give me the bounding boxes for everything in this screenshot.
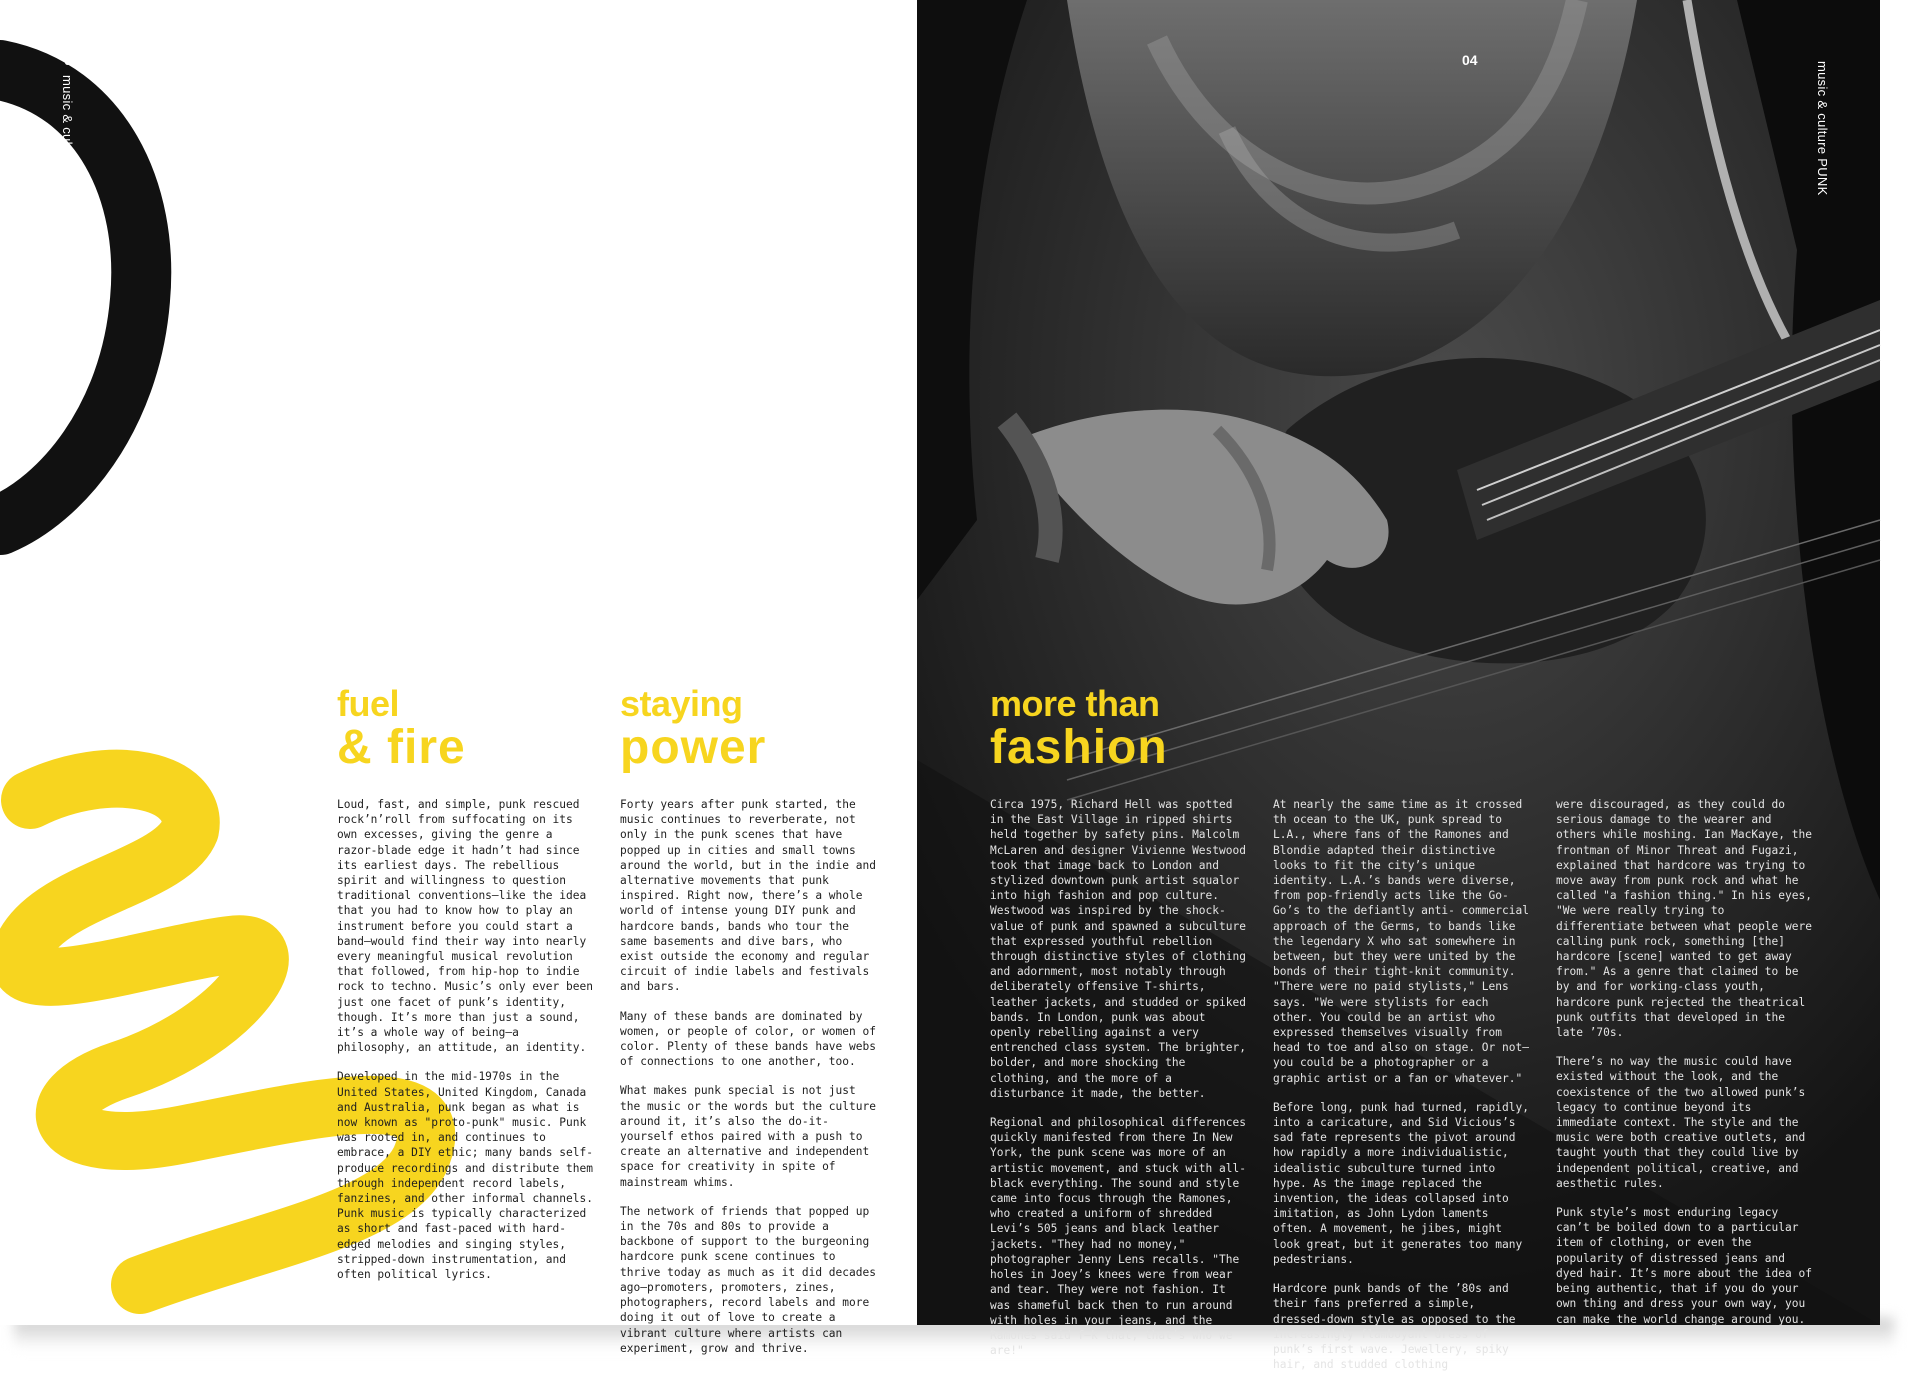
left-page <box>0 0 917 1355</box>
body-paragraph: The network of friends that popped up in the 70s and 80s to provide a backbone of support to the burgeoning hardcore punk scene continues to thrive today as much as it did decades ago—promoters, promoters, zines, photographers, record labels and more doing it out of love to create a vibrant culture where artists can experiment, grow and thrive. <box>620 1204 876 1355</box>
body-paragraph: Loud, fast, and simple, punk rescued rock’n’roll from suffocating on its own excesses, giving the genre a razor-blade edge it hadn’t had since its earliest days. The rebellious spirit and willingness to question traditional conventions—like the idea that you had to know how to play an instrument before you could start a band—would find their way into nearly every meaningful musical revolution that followed, from hip-hop to indie rock to techno. Music’s only ever been just one facet of punk’s identity, though. It’s more than just a sound, it’s a whole way of being—a philosophy, an attitude, an identity. <box>337 798 593 1055</box>
body-paragraph: What makes punk special is not just the music or the words but the culture around it, it’s also the do-it-yourself ethos paired with a push to create an alternative and independent space for creativity in spite of mainstream whims. <box>620 1084 876 1189</box>
heading-line-1: fuel <box>337 683 400 724</box>
section-heading-staying-power <box>620 684 766 772</box>
heading-line-1: more than <box>990 683 1160 724</box>
text-column-staying-power <box>620 797 877 1370</box>
body-paragraph: Many of these bands are dominated by women, or people of color, or women of color. Plenty of these bands have webs of connections to one another, too. <box>620 1009 876 1069</box>
text-column-2 <box>1273 797 1530 1386</box>
text-column-1 <box>990 797 1247 1372</box>
body-paragraph: At nearly the same time as it crossed th ocean to the UK, punk spread to L.A., where fans of the Ramones and Blondie adapted their distinctive looks to fit the city’s unique identity. L.A.’s bands were diverse, from pop-friendly acts like the Go-Go’s to the defiantly anti- commercial approach of the Germs, to bands like the legendary X who sat somewhere in between, but they were united by the bonds of their tight-knit community. "There were no paid stylists," Lens says. "We were stylists for each other. You could be an artist who expressed themselves visually from head to toe and also on stage. Or not—you could be a photographer or a graphic artist or a fan or whatever." <box>1273 798 1529 1085</box>
heading-line-2: power <box>620 721 767 774</box>
body-paragraph: Forty years after punk started, the music continues to reverberate, not only in the punk scenes that have popped up in cities and small towns around the world, but in the indie and alternative movements that punk inspired. Right now, there’s a whole world of intense young DIY punk and hardcore bands, bands who tour the same basements and dive bars, who exist outside the economy and regular circuit of indie labels and festivals and bars. <box>620 798 876 994</box>
running-title: music & culture PUNK <box>1815 61 1830 196</box>
heading-line-2: fashion <box>990 721 1168 774</box>
heading-line-1: staying <box>620 683 743 724</box>
black-brush-arc <box>0 0 170 540</box>
body-paragraph: Regional and philosophical differences quickly manifested from there In New York, the punk scene was more of an artistic movement, and stuck with all-black everything. The sound and style came into focus through the Ramones, who created a uniform of shredded Levi’s 505 jeans and black leather jackets. "They had no money," photographer Jenny Lens recalls. "The holes in Joey’s knees were from wear and tear. They were not fashion. It was shameful back then to run around with holes in your jeans, and the Ramones said f—k that, that’s who we are!" <box>990 1116 1246 1358</box>
body-paragraph: Developed in the mid-1970s in the United States, United Kingdom, Canada and Australia, punk began as what is now known as "proto-punk" music. Punk was rooted in, and continues to embrace, a DIY ethic; many bands self-produce recordings and distribute them through independent record labels, fanzines, and other informal channels. Punk music is typically characterized as short and fast-paced with hard-edged melodies and singing styles, stripped-down instrumentation, and often political lyrics. <box>337 1070 593 1282</box>
body-paragraph: Hardcore punk bands of the ’80s and their fans preferred a simple, dressed-down style as opposed to the increasingly flamboyant dress of punk’s first wave. Jewellery, spiky hair, and studded clothing <box>1273 1282 1516 1372</box>
running-title: music & culture PUNK <box>60 75 75 210</box>
body-paragraph: Punk style’s most enduring legacy can’t be boiled down to a particular item of clothing, or even the popularity of distressed jeans and dyed hair. It’s more about the idea of being authentic, that if you do your own thing and dress your own way, you can make the world change around you. <box>1556 1206 1812 1326</box>
right-page <box>917 0 1880 1372</box>
body-paragraph: were discouraged, as they could do serious damage to the wearer and others while moshing. Ian MacKaye, the frontman of Minor Threat and Fugazi, explained that hardcore was trying to move away from punk rock and what he called "a fashion thing." In his eyes, "We were really trying to differentiate between what people were calling punk rock, something [the] hardcore [scene] wanted to get away from." As a genre that claimed to be by and for working-class youth, hardcore punk rejected the theatrical punk outfits that developed in the late ’70s. <box>1556 798 1812 1040</box>
page-number: 04 <box>1462 52 1478 68</box>
heading-line-2: & fire <box>337 721 466 774</box>
body-paragraph: There’s no way the music could have existed without the look, and the coexistence of the two allowed punk’s legacy to continue beyond its immediate context. The style and the music were both creative outlets, and taught youth that they could live by independent political, creative, and aesthetic rules. <box>1556 1055 1806 1190</box>
text-column-3 <box>1556 797 1813 1341</box>
body-paragraph: Before long, punk had turned, rapidly, into a caricature, and Sid Vicious’s sad fate represents the pivot around how rapidly a more individualistic, idealistic subculture turned into hype. As the image replaced the invention, the ideas collapsed into imitation, as John Lydon laments often. A movement, he jibes, might look great, but it generates too many pedestrians. <box>1273 1100 1529 1266</box>
page-number: 03 <box>64 52 80 68</box>
section-heading-fuel-fire <box>337 684 466 772</box>
body-paragraph: Circa 1975, Richard Hell was spotted in the East Village in ripped shirts held together by safety pins. Malcolm McLaren and designer Vivienne Westwood took that image back to London and stylized downtown punk artist squalor into high fashion and pop culture. Westwood was inspired by the shock-value of punk and spawned a subculture that expressed youthful rebellion through distinctive styles of clothing and adornment, most notably through deliberately offensive T-shirts, leather jackets, and studded or spiked bands. In London, punk was about openly rebelling against a very entrenched class system. The brighter, bolder, and more shocking the clothing, and the more of a disturbance it made, the better. <box>990 798 1246 1100</box>
section-heading-more-than-fashion <box>990 684 1168 772</box>
text-column-fuel-fire <box>337 797 594 1296</box>
